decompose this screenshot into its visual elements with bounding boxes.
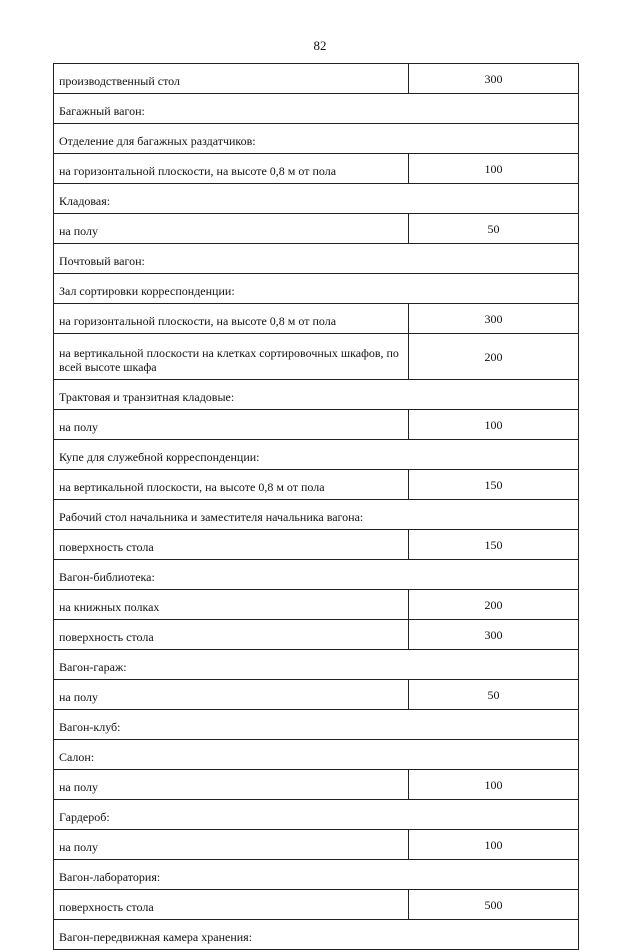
- table-row: [54, 214, 579, 244]
- section-label: Почтовый вагон:: [54, 244, 579, 274]
- section-row: [54, 860, 579, 890]
- row-label: на полу: [54, 410, 409, 440]
- section-row: [54, 244, 579, 274]
- row-value: 100: [409, 770, 579, 800]
- section-row: [54, 500, 579, 530]
- table-row: [54, 620, 579, 650]
- section-row: [54, 124, 579, 154]
- row-label: на горизонтальной плоскости, на высоте 0,8 м от пола: [54, 304, 409, 334]
- table-row: [54, 470, 579, 500]
- section-row: [54, 184, 579, 214]
- section-label: Гардероб:: [54, 800, 579, 830]
- table-row: [54, 770, 579, 800]
- row-label: на полу: [54, 770, 409, 800]
- section-row: [54, 740, 579, 770]
- row-label: поверхность стола: [54, 530, 409, 560]
- section-row: [54, 380, 579, 410]
- row-label: на книжных полках: [54, 590, 409, 620]
- section-label: Трактовая и транзитная кладовые:: [54, 380, 579, 410]
- row-value: 150: [409, 530, 579, 560]
- table-row: [54, 530, 579, 560]
- row-label: производственный стол: [54, 64, 409, 94]
- section-label: Рабочий стол начальника и заместителя начальника вагона:: [54, 500, 579, 530]
- section-label: Багажный вагон:: [54, 94, 579, 124]
- row-value: 500: [409, 890, 579, 920]
- section-row: [54, 650, 579, 680]
- section-row: [54, 800, 579, 830]
- section-row: [54, 560, 579, 590]
- row-label: на полу: [54, 214, 409, 244]
- row-value: 300: [409, 304, 579, 334]
- section-label: Кладовая:: [54, 184, 579, 214]
- section-label: Вагон-гараж:: [54, 650, 579, 680]
- row-label: на вертикальной плоскости на клетках сортировочных шкафов, по всей высоте шкафа: [54, 334, 409, 380]
- row-label: поверхность стола: [54, 890, 409, 920]
- page-number: 82: [313, 38, 327, 53]
- table-row: [54, 680, 579, 710]
- table-row: [54, 304, 579, 334]
- table-row: [54, 154, 579, 184]
- row-value: 300: [409, 64, 579, 94]
- section-label: Салон:: [54, 740, 579, 770]
- row-value: 100: [409, 154, 579, 184]
- section-label: Отделение для багажных раздатчиков:: [54, 124, 579, 154]
- row-label: на полу: [54, 680, 409, 710]
- row-value: 200: [409, 334, 579, 380]
- row-label: на горизонтальной плоскости, на высоте 0,8 м от пола: [54, 154, 409, 184]
- row-label: поверхность стола: [54, 620, 409, 650]
- row-label: на вертикальной плоскости, на высоте 0,8 м от пола: [54, 470, 409, 500]
- section-row: [54, 274, 579, 304]
- section-label: Вагон-передвижная камера хранения:: [54, 920, 579, 950]
- section-label: Вагон-клуб:: [54, 710, 579, 740]
- row-value: 100: [409, 410, 579, 440]
- section-row: [54, 440, 579, 470]
- section-row: [54, 710, 579, 740]
- row-value: 100: [409, 830, 579, 860]
- section-label: Вагон-лаборатория:: [54, 860, 579, 890]
- row-value: 50: [409, 680, 579, 710]
- section-row: [54, 920, 579, 950]
- table-row: [54, 590, 579, 620]
- table-row: [54, 64, 579, 94]
- table-body: [54, 64, 579, 950]
- section-row: [54, 94, 579, 124]
- section-label: Зал сортировки корреспонденции:: [54, 274, 579, 304]
- row-label: на полу: [54, 830, 409, 860]
- section-label: Вагон-библиотека:: [54, 560, 579, 590]
- row-value: 300: [409, 620, 579, 650]
- row-value: 200: [409, 590, 579, 620]
- table-row: [54, 410, 579, 440]
- section-label: Купе для служебной корреспонденции:: [54, 440, 579, 470]
- row-value: 150: [409, 470, 579, 500]
- table-row: [54, 334, 579, 380]
- illumination-table: [53, 63, 579, 950]
- row-value: 50: [409, 214, 579, 244]
- table-row: [54, 830, 579, 860]
